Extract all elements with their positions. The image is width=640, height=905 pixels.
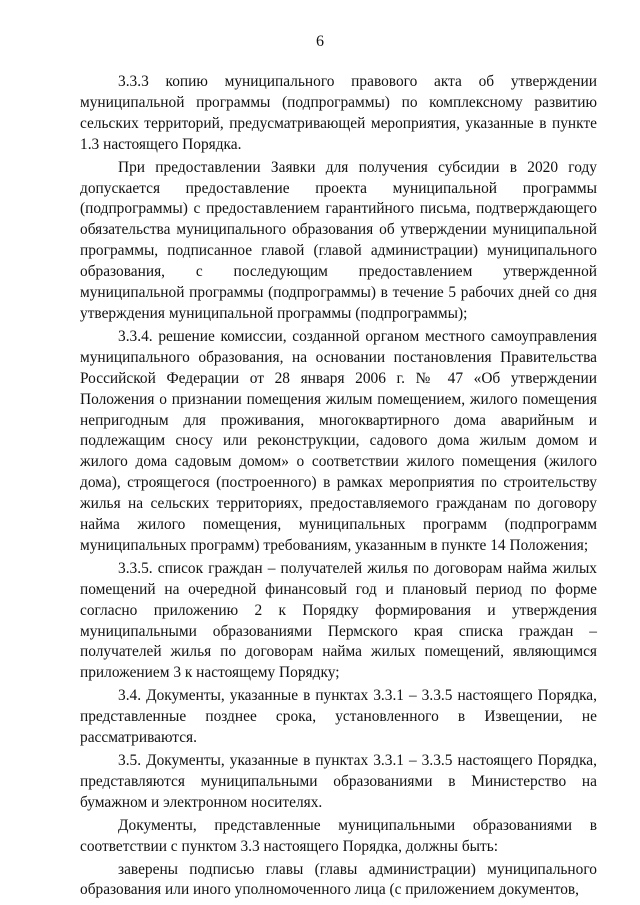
paragraph-3-3-5: 3.3.5. список граждан – получателей жилья по договорам найма жилых помещений на очередной финансовый год и плановый период по форме согласно приложению 2 к Порядку формирования и утверждения муниципальными образованиями Пермского края списка граждан – получателей жилья по договорам найма жилых помещений, являющимся приложением 3 к настоящему Порядку; [80, 559, 597, 682]
paragraph-3-3-3: 3.3.3 копию муниципального правового акта об утверждении муниципальной программы (подпрограммы) по комплексному развитию сельских территорий, предусматривающей мероприятия, указанные в пункте 1.3 настоящего Порядка. [80, 73, 597, 153]
paragraph-documents-requirements: Документы, представленные муниципальными образованиями в соответствии с пунктом 3.3 настоящего Порядка, должны быть: [80, 816, 597, 855]
paragraph-3-4: 3.4. Документы, указанные в пунктах 3.3.1 – 3.3.5 настоящего Порядка, представленные позднее срока, установленного в Извещении, не рассматриваются. [80, 687, 597, 747]
page-number: 6 [316, 33, 324, 50]
document-body [80, 72, 597, 903]
paragraph-draft-program-2020: При предоставлении Заявки для получения субсидии в 2020 году допускается предоставление проекта муниципальной программы (подпрограммы) с предоставлением гарантийного письма, подтверждающего обязательства муниципального образования об утверждении муниципальной программы, подписанное главой (главой администрации) муниципального образования, с последующим предоставлением утвержденной муниципальной программы (подпрограммы) в течение 5 рабочих дней со дня утверждения муниципальной программы (подпрограммы); [80, 158, 597, 322]
paragraph-3-5: 3.5. Документы, указанные в пунктах 3.3.1 – 3.3.5 настоящего Порядка, представляются муниципальными образованиями в Министерство на бумажном и электронном носителях. [80, 752, 597, 811]
paragraph-signature-requirement: заверены подписью главы (главы администрации) муниципального образования или иного уполномоченного лица (с приложением документов, [80, 860, 597, 899]
paragraph-3-3-4: 3.3.4. решение комиссии, созданной органом местного самоуправления муниципального образования, на основании постановления Правительства Российской Федерации от 28 января 2006 г. № 47 «Об утверждении Положения о признании помещения жилым помещением, жилого помещения непригодным для проживания, многоквартирного дома аварийным и подлежащим сносу или реконструкции, садового дома жилым домом и жилого дома садовым домом» о соответствии жилого помещения (жилого дома), строящегося (построенного) в рамках мероприятия по строительству жилья на сельских территориях, предоставляемого гражданам по договору найма жилого помещения, муниципальных программ (подпрограмм муниципальных программ) требованиям, указанным в пункте 14 Положения; [80, 327, 597, 554]
